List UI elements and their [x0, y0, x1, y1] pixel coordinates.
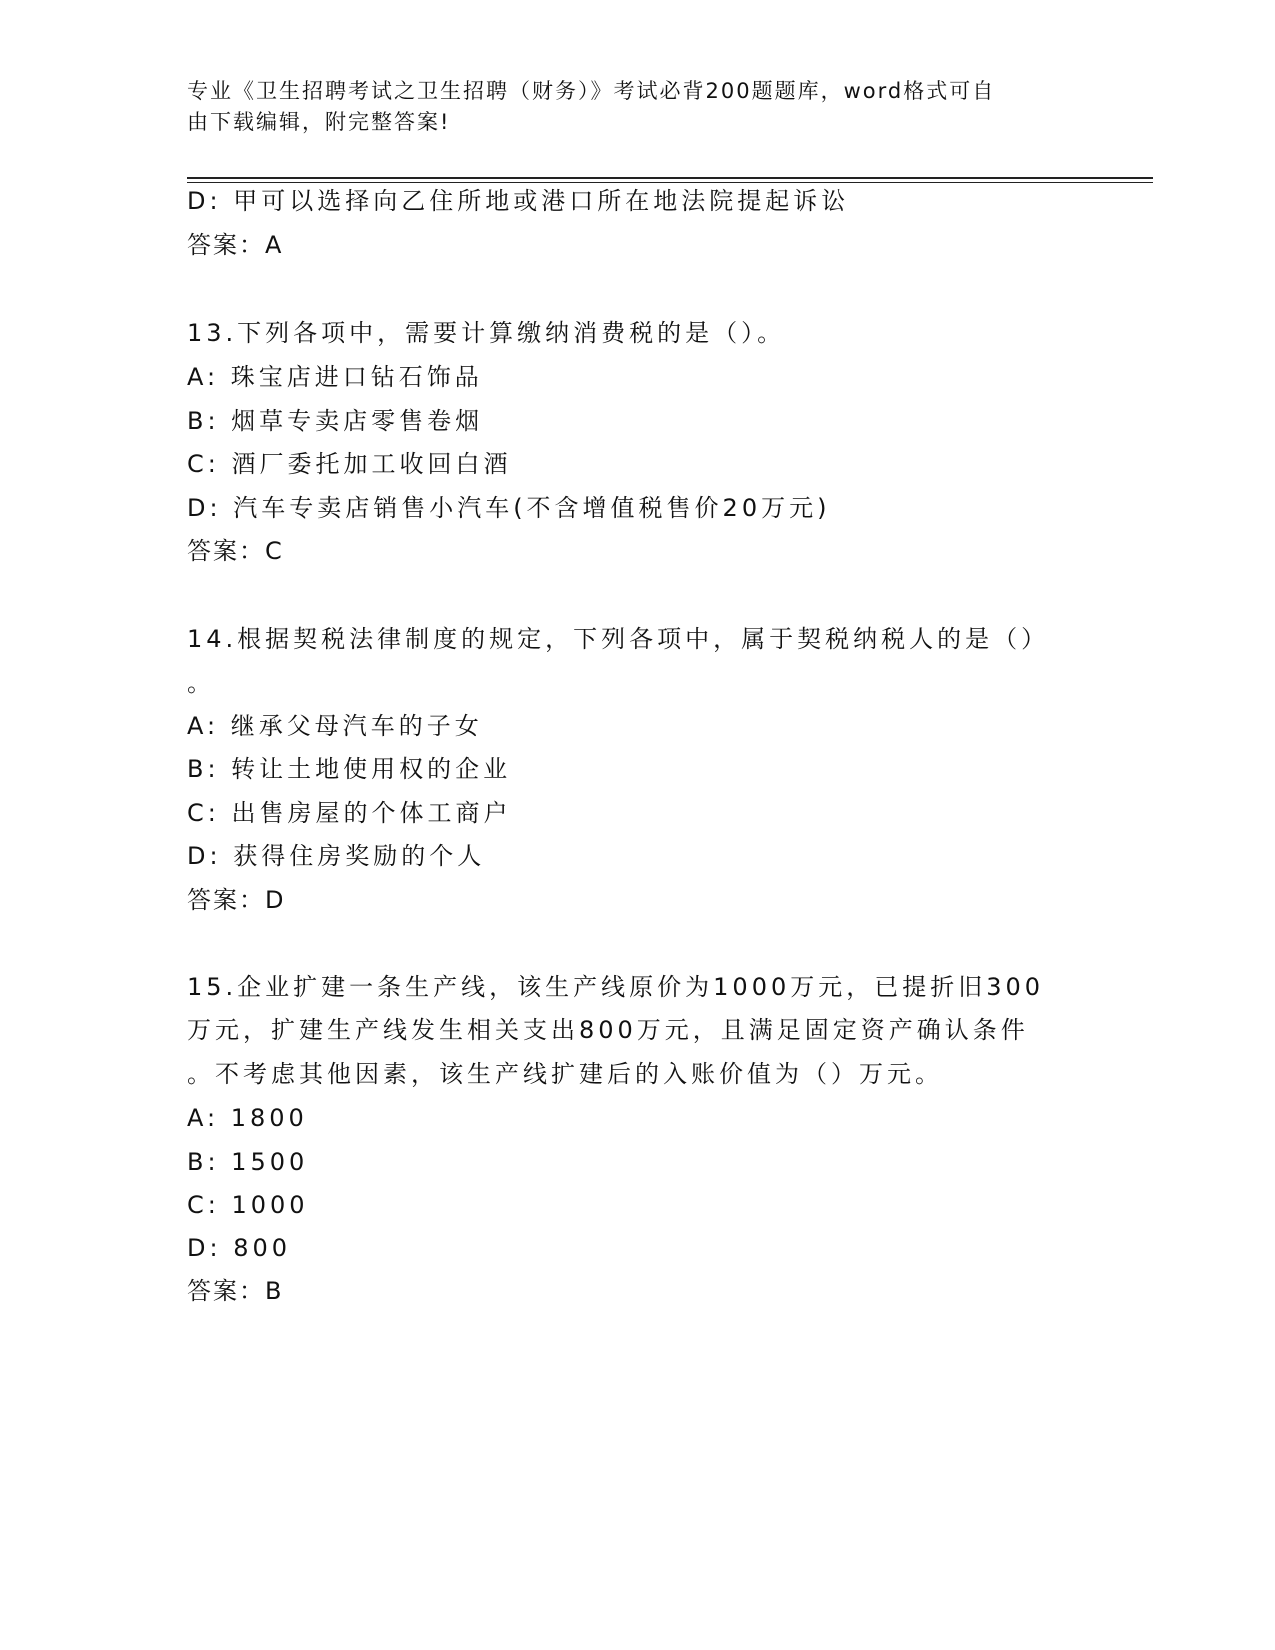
q14-stem-line-2: 。: [187, 669, 215, 697]
q15-option-a: A: 1800: [187, 1104, 308, 1132]
header-divider-thick: [187, 177, 1153, 179]
prev-option-d: D: 甲可以选择向乙住所地或港口所在地法院提起诉讼: [187, 187, 850, 215]
q15-stem-line-1: 15.企业扩建一条生产线，该生产线原价为1000万元，已提折旧300: [187, 973, 1045, 1001]
q13-answer: 答案：C: [187, 537, 284, 565]
q13-option-b: B: 烟草专卖店零售卷烟: [187, 407, 484, 435]
q13-option-a: A: 珠宝店进口钻石饰品: [187, 363, 483, 391]
q14-option-d: D: 获得住房奖励的个人: [187, 842, 486, 870]
header-divider-thin: [187, 182, 1153, 183]
q15-stem-line-2: 万元，扩建生产线发生相关支出800万元，且满足固定资产确认条件: [187, 1016, 1029, 1044]
q14-option-b: B: 转让土地使用权的企业: [187, 755, 512, 783]
q14-answer: 答案：D: [187, 886, 286, 914]
q13-option-c: C: 酒厂委托加工收回白酒: [187, 450, 512, 478]
q14-option-a: A: 继承父母汽车的子女: [187, 712, 483, 740]
q14-stem-line-1: 14.根据契税法律制度的规定，下列各项中，属于契税纳税人的是（）: [187, 625, 1050, 653]
q13-stem: 13.下列各项中，需要计算缴纳消费税的是（）。: [187, 319, 786, 347]
header-line-1: 专业《卫生招聘考试之卫生招聘（财务）》考试必背200题题库，word格式可自: [187, 79, 996, 103]
q14-option-c: C: 出售房屋的个体工商户: [187, 799, 512, 827]
q15-option-b: B: 1500: [187, 1148, 309, 1176]
q15-option-c: C: 1000: [187, 1191, 309, 1219]
q15-option-d: D: 800: [187, 1234, 292, 1262]
document-header: [187, 76, 1067, 138]
q13-option-d: D: 汽车专卖店销售小汽车(不含增值税售价20万元): [187, 494, 831, 522]
q15-stem-line-3: 。不考虑其他因素，该生产线扩建后的入账价值为（）万元。: [187, 1060, 943, 1088]
q15-answer: 答案：B: [187, 1277, 284, 1305]
prev-answer: 答案：A: [187, 231, 284, 259]
header-line-2: 由下载编辑，附完整答案!: [187, 110, 451, 134]
